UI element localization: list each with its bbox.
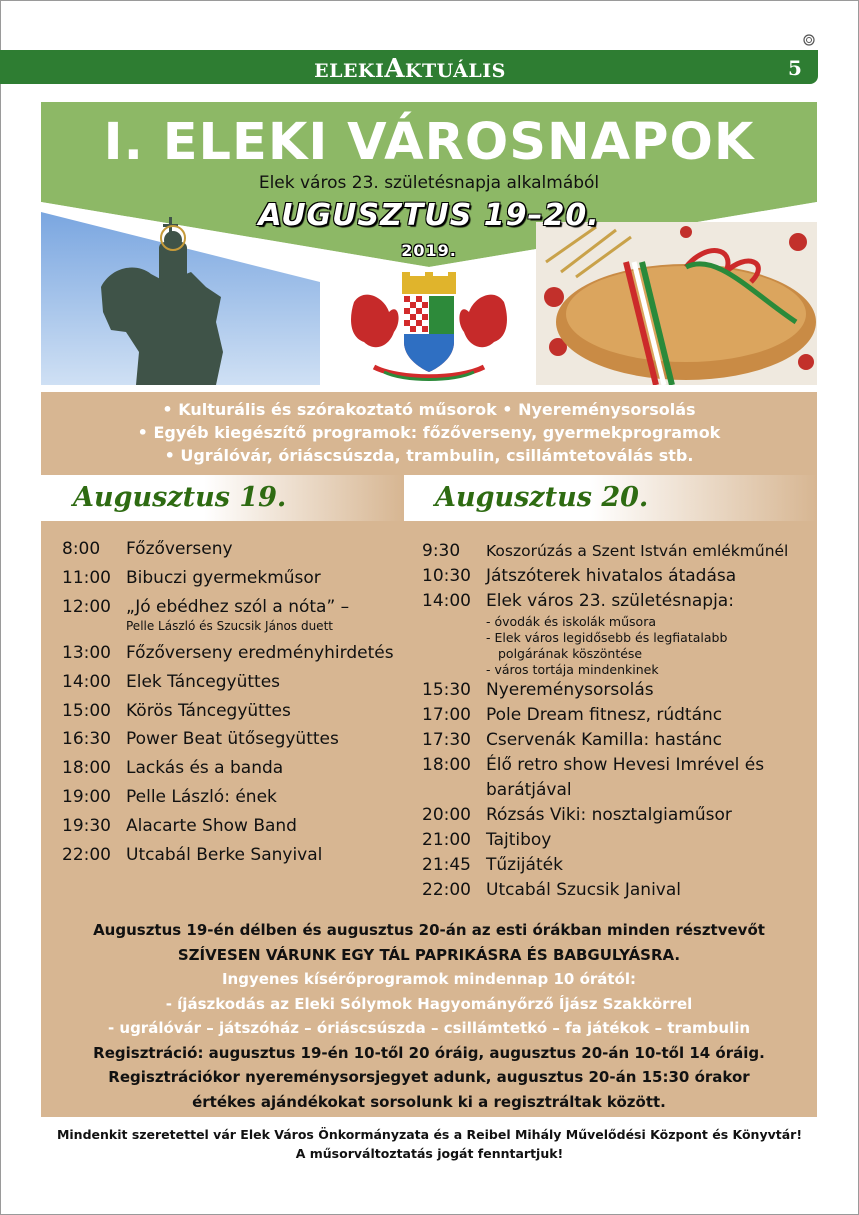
highlight-item: • Ugrálóvár, óriáscsúszda, trambulin, csillámtetoválás stb.: [164, 446, 694, 465]
sublist-item: - óvodák és iskolák műsora: [486, 614, 656, 629]
schedule-event: Nyereménysorsolás: [486, 680, 654, 700]
schedule-event: barátjával: [486, 780, 572, 800]
schedule-row: [422, 589, 817, 678]
schedule-row: [62, 671, 407, 700]
schedule-event: Elek város 23. születésnapja:: [486, 591, 734, 611]
info-line: Regisztrációkor nyereménysorsjegyet adunk, augusztus 20-án 15:30 órakor: [108, 1068, 750, 1086]
schedule-time: 18:00: [422, 755, 471, 775]
closing-note: [0, 1125, 859, 1163]
highlight-item: • Egyéb kiegészítő programok: főzőverseny, gyermekprogramok: [137, 423, 721, 442]
schedule-row: [422, 853, 817, 878]
info-block: [41, 918, 817, 1114]
info-line: értékes ajándékokat sorsolunk ki a regisztráltak között.: [192, 1092, 666, 1111]
schedule-row: [422, 828, 817, 853]
schedule-event: Utcabál Berke Sanyival: [126, 845, 323, 866]
info-line: - ugrálóvár – játszóház – óriáscsúszda – csillámtetkó – fa játékok – trambulin: [107, 1019, 751, 1037]
schedule-time: 10:30: [422, 566, 471, 586]
schedule-event: Utcabál Szucsik Janival: [486, 880, 682, 900]
schedule-time: 20:00: [422, 805, 471, 825]
schedule-time: 15:00: [62, 700, 111, 721]
schedule-time: 8:00: [62, 539, 101, 559]
schedule-row: [62, 700, 407, 729]
event-title: I. ELEKI VÁROSNAPOK: [103, 113, 755, 172]
schedule-note: Pelle László és Szucsik János duett: [126, 618, 333, 633]
schedule-event: Elek Táncegyüttes: [126, 671, 281, 692]
schedule-time: 12:00: [62, 596, 111, 617]
schedule-row: [422, 539, 817, 564]
schedule-event: Cservenák Kamilla: hastánc: [486, 730, 722, 750]
schedule-time: [422, 778, 486, 803]
day1-schedule: [62, 538, 407, 873]
schedule-row: [422, 803, 817, 828]
schedule-time: 15:30: [422, 680, 471, 700]
schedule-event: Élő retro show Hevesi Imrével és: [486, 755, 765, 775]
swirl-ornament-icon: [803, 34, 815, 46]
schedule-row: [62, 844, 407, 873]
info-line: Augusztus 19-én délben és augusztus 20-án az esti órákban minden résztvevőt: [93, 921, 765, 939]
highlight-item: • Kulturális és szórakoztató műsorok • Nyereménysorsolás: [162, 400, 696, 419]
info-line: SZÍVESEN VÁRUNK EGY TÁL PAPRIKÁSRA ÉS BABGULYÁSRA.: [177, 945, 681, 964]
schedule-row: [422, 703, 817, 728]
schedule-event: Tűzijáték: [486, 855, 563, 875]
schedule-time: 21:00: [422, 830, 471, 850]
info-line: Ingyenes kísérőprogramok mindennap 10 órától:: [221, 970, 637, 988]
schedule-time: 17:30: [422, 730, 471, 750]
coat-of-arms: [344, 272, 514, 388]
schedule-sublist: [486, 614, 817, 678]
schedule-event: Bibuczi gyermekműsor: [126, 567, 321, 588]
schedule-row: [422, 753, 817, 778]
schedule-row: [422, 778, 817, 803]
schedule-row: [422, 564, 817, 589]
schedule-time: 18:00: [62, 758, 111, 779]
schedule-row: [62, 567, 407, 596]
schedule-row: [62, 596, 407, 642]
schedule-event: Lackás és a banda: [126, 758, 284, 779]
schedule-event: Pelle László: ének: [126, 787, 277, 808]
schedule-event: „Jó ebédhez szól a nóta” –: [126, 596, 350, 617]
schedule-event: Játszóterek hivatalos átadása: [486, 566, 737, 586]
schedule-time: 14:00: [422, 591, 471, 611]
sublist-item: polgárának köszöntése: [498, 646, 643, 661]
schedule-row: [422, 728, 817, 753]
closing-line: A műsorváltoztatás jogát fenntartjuk!: [295, 1146, 564, 1161]
schedule-event: Koszorúzás a Szent István emlékműnél: [486, 542, 789, 560]
schedule-time: 16:30: [62, 729, 111, 750]
schedule-time: 22:00: [62, 845, 111, 866]
day2-schedule: [422, 539, 817, 903]
day1-title: Augusztus 19.: [73, 482, 287, 513]
schedule-event: Alacarte Show Band: [126, 816, 297, 837]
schedule-row: [62, 642, 407, 671]
schedule-row: [62, 538, 407, 567]
schedule-row: [62, 757, 407, 786]
schedule-event: Főzőverseny eredményhirdetés: [126, 642, 394, 663]
schedule-time: 22:00: [422, 880, 471, 900]
schedule-time: 14:00: [62, 671, 111, 692]
statue-photo: [41, 212, 320, 385]
schedule-row: [62, 786, 407, 815]
schedule-row: [422, 678, 817, 703]
schedule-event: Pole Dream fitnesz, rúdtánc: [486, 705, 723, 725]
event-dates: AUGUSZTUS 19–20.: [258, 198, 600, 233]
magazine-title: ELEKIAKTUÁLIS: [314, 54, 506, 84]
info-line: Regisztráció: augusztus 19-én 10-től 20 óráig, augusztus 20-án 10-től 14 óráig.: [93, 1043, 765, 1062]
schedule-event: Rózsás Viki: nosztalgiaműsor: [486, 805, 732, 825]
event-year: 2019.: [401, 241, 457, 260]
schedule-time: 17:00: [422, 705, 471, 725]
schedule-event: Power Beat ütősegyüttes: [126, 729, 339, 750]
schedule-row: [62, 815, 407, 844]
schedule-time: 19:00: [62, 787, 111, 808]
schedule-time: 13:00: [62, 642, 111, 663]
schedule-time: 11:00: [62, 567, 111, 588]
page-number: 5: [788, 56, 802, 80]
closing-line: Mindenkit szeretettel vár Elek Város Önkormányzata és a Reibel Mihály Művelődési Központ és Könyvtár!: [56, 1127, 803, 1142]
schedule-time: 9:30: [422, 541, 461, 561]
info-line: - íjászkodás az Eleki Sólymok Hagyományőrző Íjász Szakkörrel: [165, 994, 693, 1013]
schedule-event: Körös Táncegyüttes: [126, 700, 291, 721]
schedule-row: [62, 728, 407, 757]
schedule-event: Főzőverseny: [126, 539, 233, 559]
schedule-row: [422, 878, 817, 903]
schedule-time: 19:30: [62, 816, 111, 837]
event-subtitle: Elek város 23. születésnapja alkalmából: [258, 173, 600, 193]
sublist-item: - Elek város legidősebb és legfiatalabb: [486, 630, 728, 645]
day2-title: Augusztus 20.: [435, 482, 649, 513]
schedule-time: 21:45: [422, 855, 471, 875]
highlights-list: [41, 398, 817, 467]
sublist-item: - város tortája mindenkinek: [486, 662, 659, 677]
schedule-event: Tajtiboy: [486, 830, 552, 850]
